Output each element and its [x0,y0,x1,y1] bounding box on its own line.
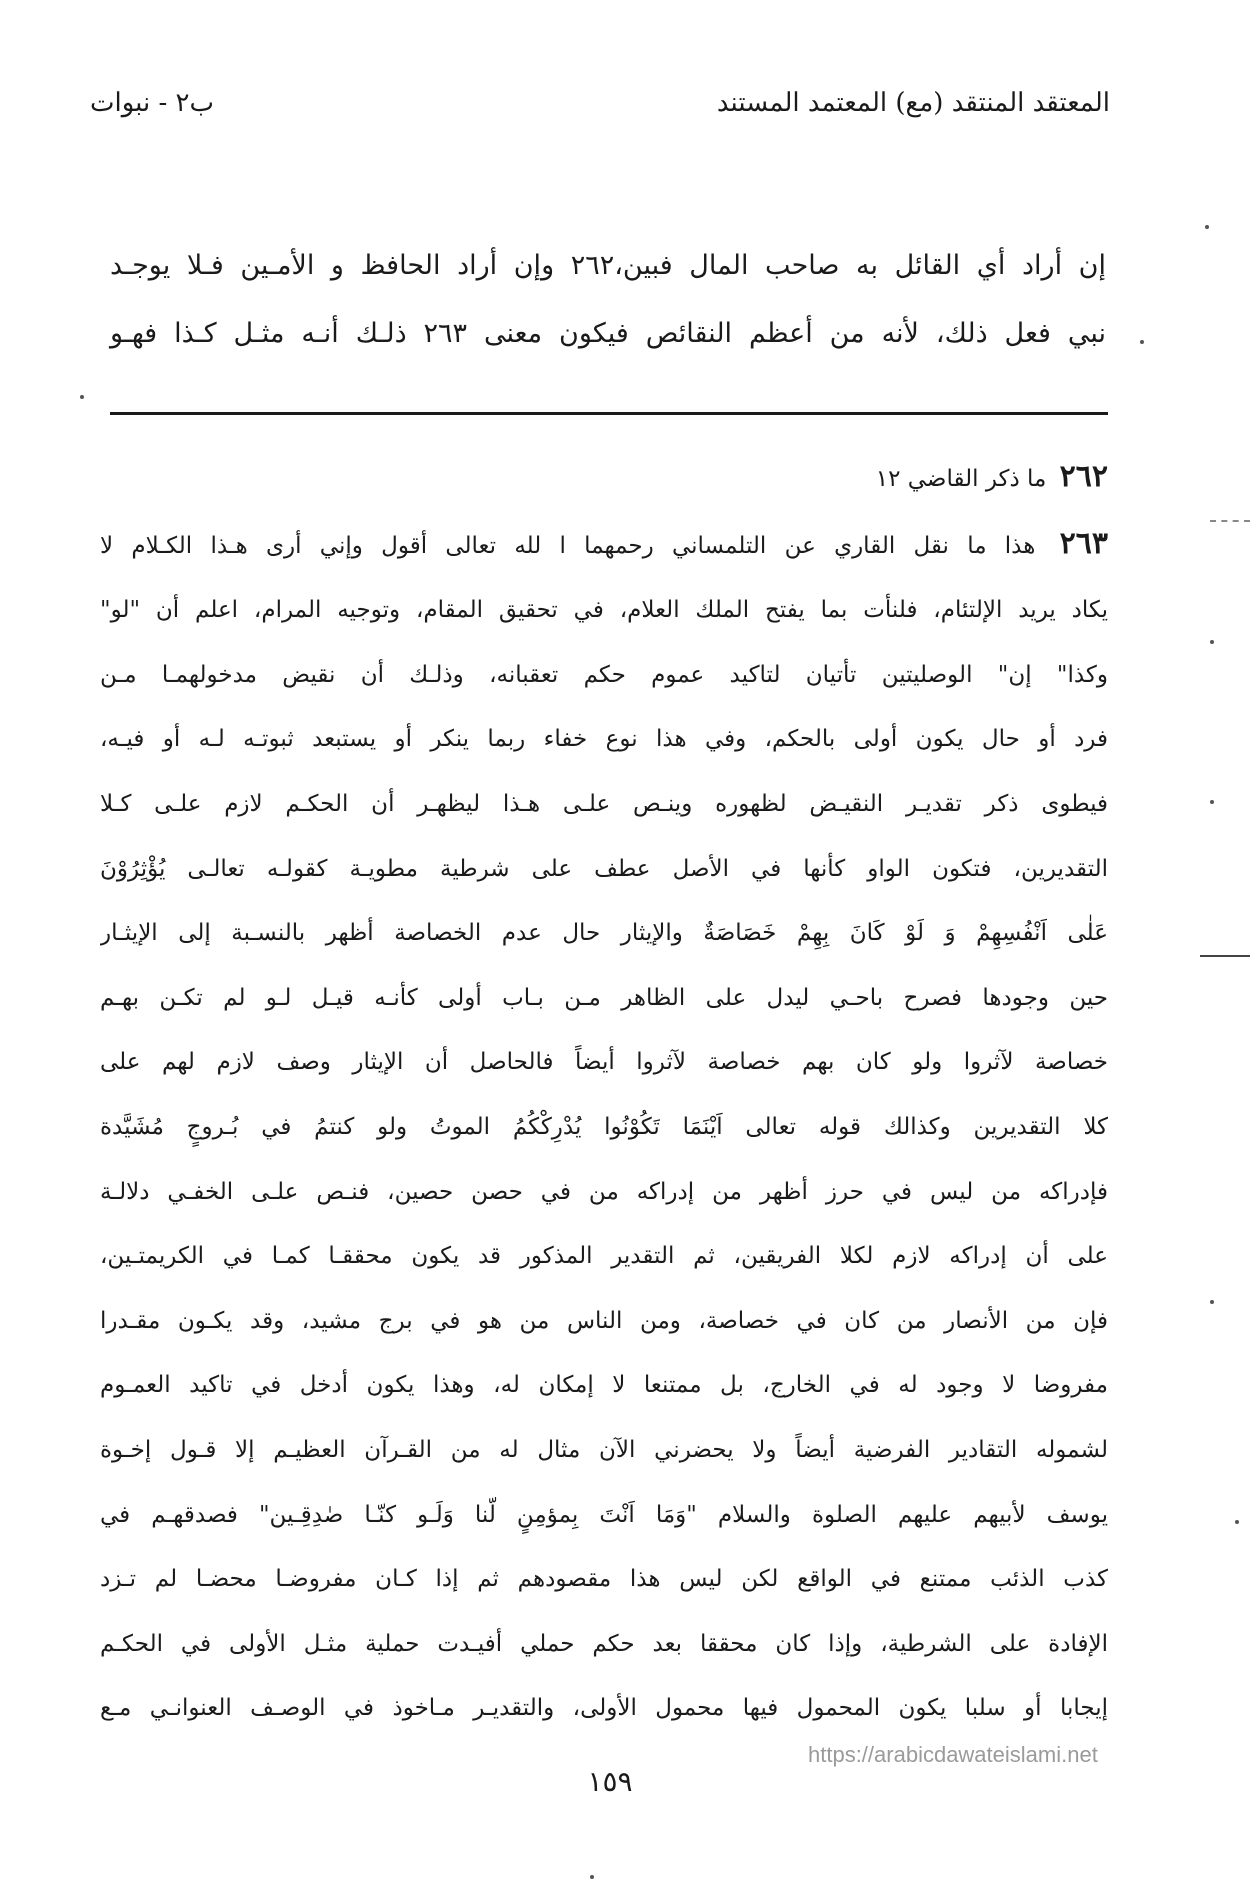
footnote-number: ٢٦٣ [1059,525,1108,561]
margin-mark [1210,520,1250,522]
footnote-line: على أن إدراكه لازم لكلا الفريقين، ثم التقدير المذكور قد يكون محققـا كمـا في الكريمتـين، [100,1243,1108,1270]
footnote-line: إيجابا أو سلبا يكون المحمول فيها محمول الأولى، والتقديـر مـاخوذ في الوصـف العنوانـي مـع [100,1695,1108,1722]
watermark-url: https://arabicdawateislami.net [808,1742,1098,1767]
footnote-number: ٢٦٢ [1059,459,1108,494]
main-text-line: نبي فعل ذلك، لأنه من أعظم النقائص فيكون معنى ٢٦٣ ذلـك أنـه مثـل كـذا فهـو [110,318,1106,349]
footnote-line: يكاد يريد الإلتئام، فلنأت بما يفتح الملك العلام، في تحقيق المقام، وتوجيه المرام، اعلم أن "لو" [100,597,1108,624]
margin-dot [590,1875,594,1879]
footnote-line: يوسف لأبيهم عليهم الصلوة والسلام "وَمَا اَنْتَ بِمؤمِنٍ لّنا وَلَـو كنّـا صٰدِقِـين" فصدقهـم في [100,1501,1108,1528]
main-text [110,232,1106,368]
footnote-separator [110,412,1108,415]
margin-dot [80,395,84,399]
footnote-text: ما ذكر القاضي ١٢ [875,466,1047,492]
margin-dot [1140,340,1144,344]
margin-dot [1210,640,1214,644]
margin-dot [1235,1520,1239,1524]
footnote-263 [100,512,1108,579]
book-title: المعتقد المنتقد (مع) المعتمد المستند [716,88,1110,118]
footnote-line: فيطوى ذكر تقديـر النقيـض لظهوره وينـص علـى هـذا ليظهـر أن الحكـم لازم علـى كـلا [100,790,1108,817]
footnote-line: مفروضا لا وجود له في الخارج، بل ممتنعا لا إمكان له، وهذا يكون أدخل في تاكيد العمـوم [100,1372,1108,1399]
footnote-line: وكذا" إن" الوصليتين تأتيان لتاكيد عموم حكم تعقبانه، وذلـك أن نقيض مدخولهمـا مـن [100,661,1108,688]
footnote-line: فإن من الأنصار من كان في خصاصة، ومن الناس من هو في برج مشيد، وقد يكـون مقـدرا [100,1307,1108,1334]
running-header [90,88,1110,128]
footnote-line: حين وجودها فصرح باحـي ليدل على الظاهر مـن بـاب أولى كأنـه قيـل لـو لم تكـن بهـم [100,984,1108,1011]
footnote-line: التقديرين، فتكون الواو كأنها في الأصل عطف على شرطية مطويـة كقولـه تعالـى يُؤْثِرُوْنَ [100,855,1108,882]
footnote-line: خصاصة لآثروا ولو كان بهم خصاصة لآثروا أيضاً فالحاصل أن الإيثار وصف لازم لهم على [100,1049,1108,1076]
footnote-262 [100,445,1108,512]
footnote-line: الإفادة على الشرطية، وإذا كان محققا بعد حكم حملي أفيـدت حملية مثـل الأولى في الحكـم [100,1630,1108,1657]
footnotes [100,445,1108,1741]
footnote-line: فإدراكه من ليس في حرز أظهر من إدراكه من في حصن حصين، فنـص علـى الخفـي دلالـة [100,1178,1108,1205]
footnote-line: فرد أو حال يكون أولى بالحكم، وفي هذا نوع خفاء ربما ينكر أو يستبعد ثبوتـه لـه أو فيـه، [100,726,1108,753]
main-text-line: إن أراد أي القائل به صاحب المال فبين،٢٦٢ وإن أراد الحافظ و الأمـين فـلا يوجـد [110,250,1106,281]
footnote-text: هذا ما نقل القاري عن التلمساني رحمهما ا لله تعالى أقول وإني أرى هـذا الكـلام لا [100,532,1036,559]
section-label: ب٢ - نبوات [90,88,214,118]
margin-dot [1210,800,1214,804]
footnote-line: كذب الذئب ممتنع في الواقع لكن ليس هذا مقصودهم ثم إذا كـان مفروضـا محضـا لم تـزد [100,1566,1108,1593]
footnote-line: عَلٰى اَنْفُسِهِمْ وَ لَوْ كَانَ بِهِمْ خَصَاصَةٌ والإيثار حال عدم الخصاصة أظهر بالنسـبة إلى الإيثـار [100,920,1108,947]
footnote-line: كلا التقديرين وكذالك قوله تعالى اَيْنَمَا تَكُوْنُوا يُدْرِكْكُمُ الموتُ ولو كنتمُ في بُـروجٍ مُشَيَّدة [100,1113,1108,1140]
margin-dot [1210,1300,1214,1304]
margin-mark [1200,955,1250,957]
margin-dot [1205,225,1209,229]
page-number: ١٥٩ [587,1765,633,1798]
footnote-line: لشموله التقادير الفرضية أيضاً ولا يحضرني الآن مثال له من القـرآن العظيـم إلا قـول إخـوة [100,1436,1108,1463]
